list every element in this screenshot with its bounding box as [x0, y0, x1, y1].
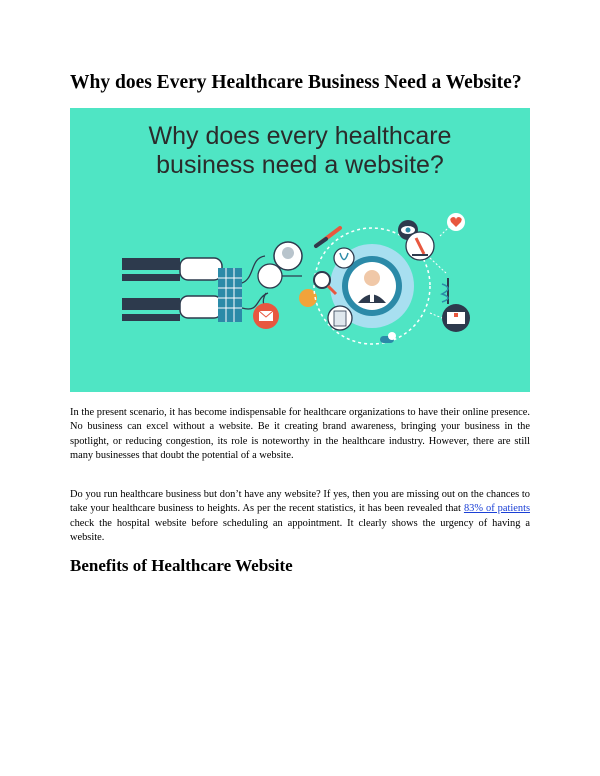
pills-icon	[380, 332, 396, 343]
paragraph-intro: In the present scenario, it has become indispensable for healthcare organizations to have their online presence. No business can excel without a website. Be it creating brand awareness, bringing your business in the spotlight, or reducing congestion, its role is noteworthy in the healthcare industry. However, there are still many businesses that doubt the potential of a website.	[70, 407, 530, 462]
paragraph-statistics	[70, 488, 530, 546]
heart-icon	[447, 213, 465, 231]
medical-report-icon	[328, 306, 352, 330]
hero-image	[70, 108, 530, 392]
paragraph-text-after-link: check the hospital website before scheduling an appointment. It clearly shows the urgency of having a website.	[70, 517, 530, 544]
hero-heading-line1: Why does every healthcare	[148, 122, 452, 150]
patients-statistic-link[interactable]: 83% of patients	[463, 503, 530, 515]
laptop-icon	[122, 258, 180, 321]
thermometer-icon	[316, 228, 340, 246]
hospital-icon	[442, 304, 470, 332]
brain-icon	[274, 242, 302, 270]
hero-heading-line2: business need a website?	[156, 151, 444, 179]
hero-heading	[70, 122, 530, 180]
email-icon	[253, 303, 279, 329]
article-title: Why does Every Healthcare Business Need a Website?	[70, 72, 522, 93]
section-heading: Benefits of Healthcare Website	[70, 556, 293, 575]
paragraph-text-before-link: Do you run healthcare business but don’t have any website? If yes, then you are missing out on the chances to take your healthcare business to heights. As per the recent statistics, it has been revealed that	[70, 489, 530, 515]
typing-hands-icon	[180, 258, 242, 322]
caduceus-icon	[442, 278, 448, 304]
microscope-icon	[406, 232, 434, 260]
stethoscope-icon	[334, 248, 354, 268]
